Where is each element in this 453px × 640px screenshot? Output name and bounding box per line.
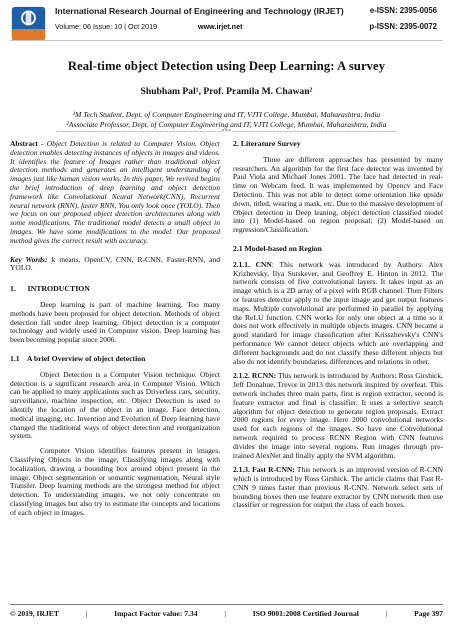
- paragraph-rcnn: [233, 372, 443, 460]
- rcnn-text: This network is introduced by Authors: Ross Girshick, Jeff Donahue, Trevor in 2013 this network inspired by overfeat. This network includes three main parts, first is region extractor, second is feature extractor and final is classifier. It uses a selective search algorithm for object detection to generate region proposals. Extract 2000 regions for every image. Here 2000 convolutional networks used for each regions of the images. So have one Convolutional network required to process RCNN Region with CNN features divides the image into several regions. Run images through pre-trained AlexNet and finally apply the SVM algorithm.: [233, 371, 443, 460]
- fast-rcnn-label: 2.1.3. Fast R-CNN:: [233, 465, 295, 475]
- footer-copyright: © 2019, IRJET: [10, 609, 59, 618]
- paragraph: Computer Vision identifies features present in images, Classifying Objects in the image, Classifying images along with localization, drawing a bounding box around object present in the image, Object segmentation or semantic segmentation, Neural style Transfer. Deep learning methods are the strongest method for object detection. To understanding images, we not only concentrate on classifying images but also try to estimate the concepts and locations of each object in images.: [10, 446, 220, 517]
- affiliation-2: ²Associate Professor, Dept. of Computer Engineering and IT, VJTI College, Mumbai, Maharashtra, India: [66, 120, 387, 129]
- section-heading-literature-survey: 2. Literature Survey: [233, 139, 301, 148]
- abstract: [10, 140, 220, 246]
- keywords-label: Key Words:: [10, 254, 48, 264]
- header-rule: [10, 40, 443, 41]
- paragraph-fast-rcnn: [233, 466, 443, 510]
- p-issn: p-ISSN: 2395-0072: [369, 22, 437, 31]
- paper-title: Real-time object Detection using Deep Learning: A survey: [67, 59, 386, 73]
- footer-page-number: Page 397: [414, 609, 443, 618]
- footer-separator: |: [385, 609, 388, 618]
- section-heading-region-models: 2.1 Model-based on Region: [233, 243, 322, 253]
- footer-iso: ISO 9001:2008 Certified Journal: [252, 609, 359, 618]
- journal-logo-icon: [10, 5, 47, 42]
- paragraph-cnn: [233, 261, 443, 367]
- journal-title: International Research Journal of Engineering and Technology (IRJET): [55, 6, 344, 16]
- paragraph: Three are different approaches has presented by many researchers. An algorithm for the first face detector was invented by Paul Viola and Michael Jones 2001. The face had detected in real-time on Webcam feed. It was implemented by Opencv and Face Detection. This was not able to detect some orientation like upside down, titled, wearing a mask, etc. Due to the massive development of Object detection in Deep leaning, object detection classified model into (1) Model-based on region proposal; (2) Model-based on regression/Classification.: [233, 154, 443, 235]
- abstract-text: Object Detection is related to Computer Vision. Object detection enables detecting instances of objects in images and videos. It identifies the feature of Images rather than traditional object detection methods and generates an intelligent understanding of images just like human vision works. In this paper, We revived begins the brief introduction of deep learning and object detection framework like Convolutional Neural Network(CNN), Recurrent neural network (RNN), faster RNN, You only look once (YOLO). Then we focus on our proposed object detection architectures along with some modifications. The traditional model detects a small object in images. We have some modifications to the model. Our proposed method gives the correct result with accuracy.: [10, 139, 220, 245]
- keywords: [10, 256, 220, 274]
- section-divider: ---------------------------------------------------------------------***---------------------------------------------------------------------: [55, 129, 398, 135]
- abstract-label: Abstract -: [10, 139, 44, 148]
- section-heading-introduction: 1. INTRODUCTION: [10, 284, 90, 294]
- e-issn: e-ISSN: 2395-0056: [369, 6, 437, 15]
- fast-rcnn-text: This network is an improved version of R-CNN which is introduced by Ross Girshick. The article claims that Fast R-CNN 9 times faster than previous R-CNN. Network select sets of bounding boxes then use feature extractor by CNN network then use classifier or regression for output the class of each boxes.: [233, 465, 443, 510]
- left-column: [10, 140, 220, 523]
- section-heading-overview: 1.1 A brief Overview of object detection: [10, 353, 146, 363]
- right-column: [233, 140, 443, 516]
- page-footer: [10, 609, 443, 618]
- footer-separator: |: [224, 609, 226, 618]
- keywords-text: k means, OpenCV, CNN, R-CNN, Faster-RNN, and YOLO.: [10, 254, 220, 273]
- paragraph: Deep learning is part of machine learning. Too many methods have been proposed for object detection. Methods of object detection fall under deep learning. Object detection is a computer technology and widely used in Computer vision. Deep learning has been becoming popular since 2006.: [10, 299, 220, 345]
- paragraph: Object Detection is a Computer Vision technique. Object detection is a significant research area in Computer Vision. Which can be applied to many applications such as Driverless cars, security, surveillance, machine inspection, etc. Object Detection is used to identify the location of the object in an image, Face detection, medical imaging, etc. Invention and Evolution of Deep learning have changed the traditional ways of object detection and reorganization system.: [10, 369, 220, 441]
- affiliation-1: ¹M Tech Student, Dept. of Computer Engineering and IT, VJTI College, Mumbai, Maharashtra, India: [72, 110, 381, 119]
- footer-impact-factor: Impact Factor value: 7.34: [114, 609, 198, 618]
- rcnn-label: 2.1.2. RCNN:: [233, 371, 277, 381]
- footer-separator: |: [85, 609, 88, 618]
- paper-authors: Shubham Pal¹, Prof. Pramila M. Chawan²: [140, 86, 313, 97]
- cnn-text: : This network was introduced by Authors: Alex Krizhevsky, Ilya Sutskever, and Geoffrey E. Hinton in 2012. The network consists of five convolutional layers. It takes input as an image which is a 2D array of a pixel with RGB channel. Then Filters or features detector apply to the input image and get output features maps. Multiple convolutional are performed in parallel by applying the ReLU function. CNN works for only one object at a time so it does not work effectively in multiple objects images. CNN became a good standard for image classification after Krisszhevsky's CNN's performance We cannot detect objects which are overlapping and different backgrounds and do not classify these different objects but also do not identify boundaries, differences and relations in other.: [233, 259, 444, 366]
- footer-rule: [10, 604, 443, 605]
- volume-issue: Volume: 06 Issue: 10 | Oct 2019: [55, 22, 158, 31]
- cnn-label: 2.1.1. CNN: [233, 259, 272, 269]
- journal-header: [0, 0, 453, 50]
- journal-url[interactable]: www.irjet.net: [198, 22, 243, 31]
